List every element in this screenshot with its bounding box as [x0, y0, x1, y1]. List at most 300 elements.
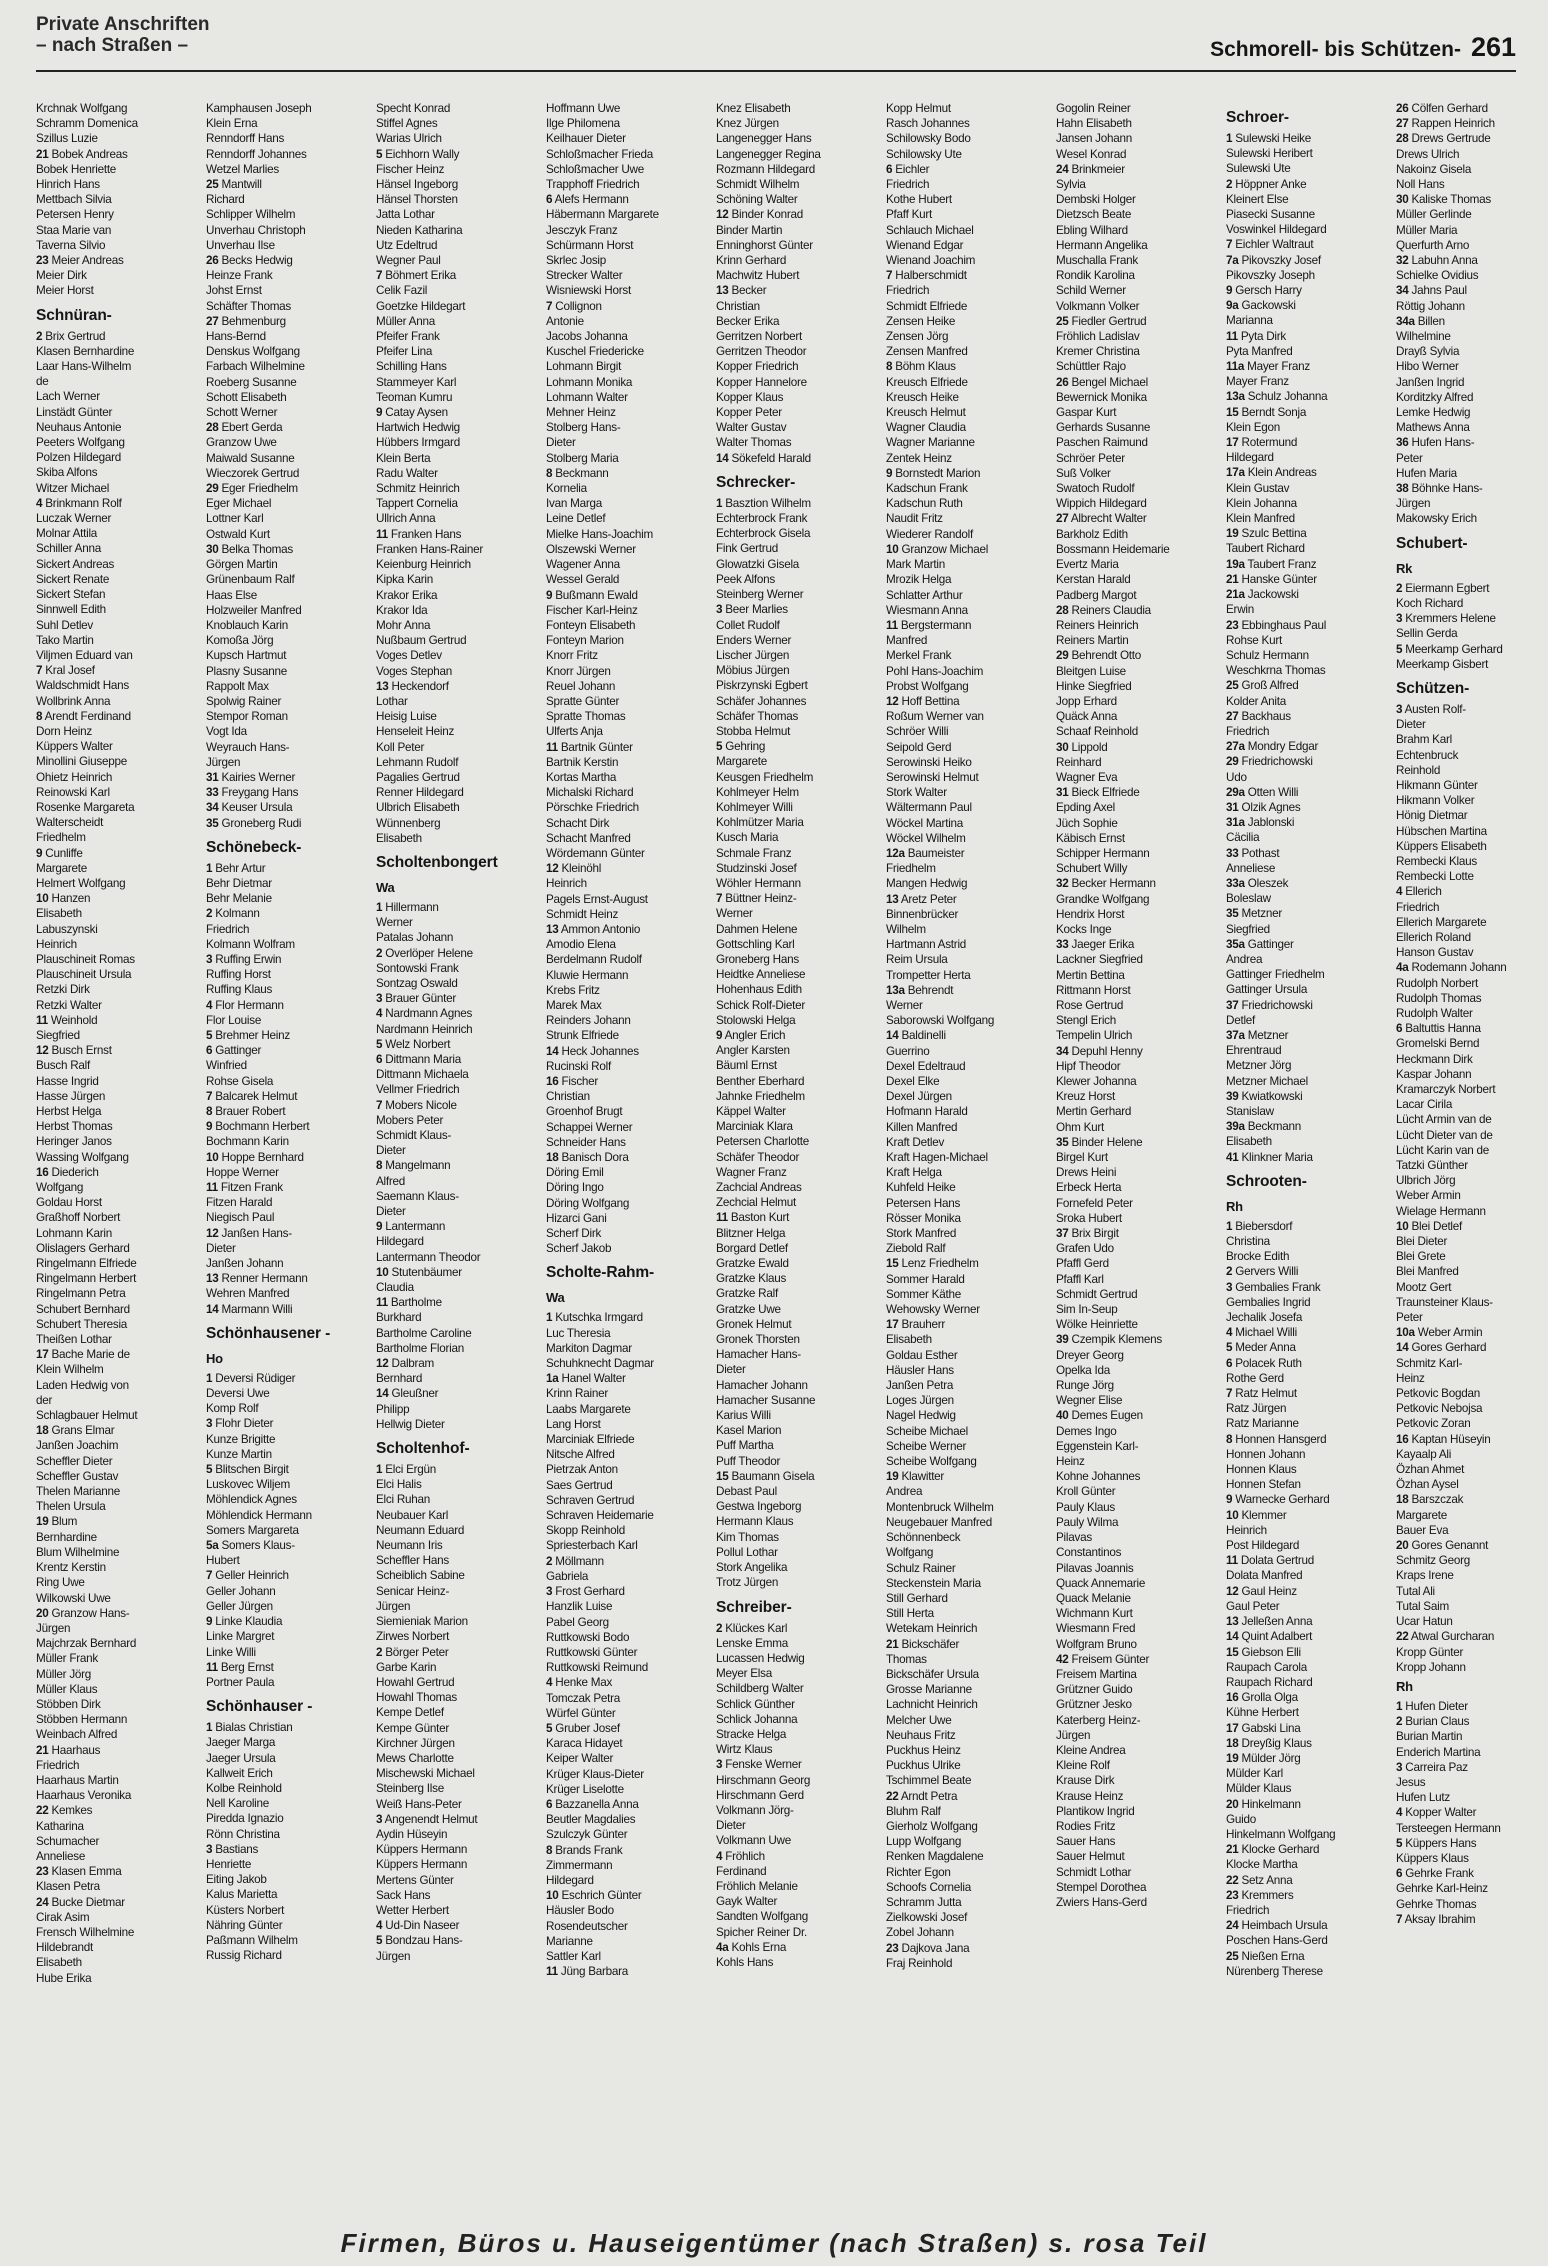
resident-entry: 19 Blum: [36, 1515, 78, 1529]
resident-entry: 19a Taubert Franz: [1226, 557, 1317, 571]
resident-entry: Reinders Johann: [546, 1014, 631, 1028]
resident-entry: Scherf Dirk: [546, 1227, 602, 1241]
house-number: 1a: [546, 1372, 559, 1386]
resident-entry: Kreusch Heike: [886, 390, 959, 404]
resident-entry: 2 Börger Peter: [376, 1645, 449, 1659]
resident-entry: Schramm Domenica: [36, 117, 138, 131]
resident-entry: 4 Ellerich: [1396, 885, 1442, 899]
resident-entry: Jaeger Ursula: [206, 1751, 276, 1765]
resident-entry: Zechcial Helmut: [716, 1196, 797, 1210]
house-number: 27: [1396, 117, 1409, 131]
resident-entry: Kipka Karin: [376, 573, 434, 587]
house-number: 23: [886, 1941, 899, 1955]
resident-entry: Schlick Günther: [716, 1697, 795, 1711]
resident-entry: Ferdinand: [716, 1864, 767, 1878]
resident-entry: Wolfgram Bruno: [1056, 1637, 1137, 1651]
resident-entry: Bernhard: [376, 1372, 423, 1386]
resident-entry: Piskrzynski Egbert: [716, 679, 808, 693]
resident-entry: Schloßmacher Frieda: [546, 147, 653, 161]
resident-entry: Jacobs Johanna: [546, 330, 628, 344]
resident-entry: 5 Brehmer Heinz: [206, 1028, 290, 1042]
house-number: 35: [1056, 1135, 1069, 1149]
resident-entry: Schacht Manfred: [546, 831, 631, 845]
resident-entry: 14 Gores Gerhard: [1396, 1341, 1487, 1355]
resident-entry: de: [36, 375, 49, 389]
resident-entry: Sattler Karl: [546, 1949, 601, 1963]
resident-entry: 22 Atwal Gurcharan: [1396, 1630, 1495, 1644]
resident-entry: Spratte Günter: [546, 694, 620, 708]
resident-entry: Müller Maria: [1396, 223, 1458, 237]
resident-entry: Wagner Claudia: [886, 421, 966, 435]
resident-entry: Tatzki Günther: [1396, 1159, 1468, 1172]
section-title-line2: – nach Straßen –: [36, 35, 189, 56]
house-number: 8: [546, 1843, 553, 1857]
resident-entry: 12 Dalbram: [376, 1357, 434, 1371]
resident-entry: Rösser Monika: [886, 1211, 961, 1225]
resident-entry: Katharina: [36, 1819, 84, 1833]
house-number: 3: [1396, 702, 1403, 716]
resident-entry: Kasel Marion: [716, 1424, 782, 1438]
resident-entry: Ringelmann Petra: [36, 1287, 126, 1301]
resident-entry: Scheibe Michael: [886, 1424, 969, 1438]
resident-entry: Kaspar Johann: [1396, 1067, 1472, 1081]
resident-entry: 2 Klückes Karl: [716, 1621, 788, 1635]
house-number: 9: [886, 466, 893, 480]
resident-entry: 2 Overlöper Helene: [376, 946, 473, 960]
resident-entry: Zachcial Andreas: [716, 1181, 802, 1195]
resident-entry: Ehrentraud: [1226, 1044, 1282, 1058]
resident-entry: Scheibe Werner: [886, 1439, 967, 1453]
house-number: 35: [206, 816, 219, 830]
resident-entry: Grafen Udo: [1056, 1242, 1114, 1256]
resident-entry: Jaeger Marga: [206, 1736, 276, 1750]
resident-entry: 10 Blei Detlef: [1396, 1219, 1463, 1233]
resident-entry: 28 Reiners Claudia: [1056, 603, 1151, 617]
resident-entry: Hasse Jürgen: [36, 1089, 106, 1103]
resident-entry: Neuhaus Antonie: [36, 420, 122, 434]
house-number: 11: [1226, 329, 1238, 343]
house-number: 3: [376, 992, 383, 1006]
resident-entry: 13 Renner Hermann: [206, 1272, 308, 1286]
resident-entry: 6 Gehrke Frank: [1396, 1867, 1474, 1881]
resident-entry: 31 Bieck Elfriede: [1056, 786, 1140, 800]
resident-entry: Nagel Hedwig: [886, 1409, 956, 1423]
resident-entry: Tutal Saim: [1396, 1599, 1449, 1613]
resident-entry: Hanson Gustav: [1396, 946, 1474, 960]
resident-entry: Klein Berta: [376, 451, 431, 465]
house-number: 25: [1226, 679, 1239, 693]
directory-column: [716, 101, 880, 2217]
resident-entry: Elci Ruhan: [376, 1493, 431, 1507]
resident-entry: Schubert Theresia: [36, 1317, 128, 1331]
resident-entry: Killen Manfred: [886, 1120, 958, 1134]
house-number: 6: [1396, 1022, 1403, 1036]
resident-entry: Hirschmann Georg: [716, 1773, 811, 1787]
resident-entry: Krakor Ida: [376, 603, 428, 617]
resident-entry: Bobek Henriette: [36, 162, 117, 176]
resident-entry: Sulewski Heribert: [1226, 147, 1313, 161]
resident-entry: Krüger Klaus-Dieter: [546, 1767, 644, 1781]
resident-entry: Müller Gerlinde: [1396, 208, 1472, 222]
resident-entry: Gogolin Reiner: [1056, 102, 1131, 115]
resident-entry: Wiesmann Anna: [886, 603, 968, 617]
resident-entry: Hönig Dietmar: [1396, 809, 1468, 823]
resident-entry: Klein Manfred: [1226, 512, 1295, 526]
resident-entry: Ruffing Horst: [206, 968, 271, 982]
resident-entry: Hans-Bernd: [206, 330, 266, 344]
resident-entry: Schildberg Walter: [716, 1682, 804, 1696]
resident-entry: Müller Anna: [376, 314, 435, 328]
house-number: 4: [376, 1007, 383, 1021]
resident-entry: Kempe Detlef: [376, 1706, 444, 1720]
resident-entry: Wetzel Marlies: [206, 162, 279, 176]
resident-entry: Heinrich: [546, 877, 587, 891]
resident-entry: 7 Büttner Heinz-: [716, 892, 797, 906]
resident-entry: Scheibe Wolfgang: [886, 1455, 977, 1469]
resident-entry: Rothe Gerd: [1226, 1371, 1284, 1385]
resident-entry: Pikovszky Joseph: [1226, 268, 1315, 282]
resident-entry: Wichmann Kurt: [1056, 1607, 1133, 1621]
resident-entry: Wagner Marianne: [886, 436, 975, 450]
resident-entry: Studzinski Josef: [716, 861, 797, 875]
house-number: 28: [1396, 132, 1409, 146]
resident-entry: 29 Friedrichowski: [1226, 755, 1313, 769]
resident-entry: Henseleit Heinz: [376, 725, 455, 739]
resident-entry: 13a Behrendt: [886, 983, 954, 997]
directory-column: [1226, 101, 1390, 2217]
resident-entry: Dexel Jürgen: [886, 1090, 952, 1104]
resident-entry: Maiwald Susanne: [206, 451, 295, 465]
resident-entry: Peeters Wolfgang: [36, 436, 125, 450]
house-number: 16: [1396, 1432, 1409, 1446]
resident-entry: Fitzen Harald: [206, 1196, 273, 1210]
resident-entry: Angler Karsten: [716, 1044, 790, 1058]
resident-entry: 16 Diederich: [36, 1165, 99, 1179]
resident-entry: 31 Kairies Werner: [206, 770, 296, 784]
resident-entry: Schloßmacher Uwe: [546, 162, 644, 176]
house-number: 22: [1226, 1873, 1239, 1887]
resident-entry: Hasse Ingrid: [36, 1074, 99, 1088]
resident-entry: Mertens Günter: [376, 1873, 454, 1887]
resident-entry: 22 Arndt Petra: [886, 1789, 958, 1803]
resident-entry: Lohmann Walter: [546, 390, 628, 404]
house-number: 17: [1226, 436, 1239, 450]
resident-entry: Dexel Edeltraud: [886, 1059, 966, 1073]
resident-entry: Bickschäfer Ursula: [886, 1667, 979, 1681]
resident-entry: Retzki Walter: [36, 998, 102, 1012]
resident-entry: 5 Meerkamp Gerhard: [1396, 642, 1503, 656]
resident-entry: Kohlmützer Maria: [716, 816, 804, 830]
house-number: 18: [1226, 1736, 1239, 1750]
street-heading: Scholtenbongert: [376, 853, 498, 871]
resident-entry: 11 Jüng Barbara: [546, 1965, 629, 1979]
resident-entry: Heinz: [1056, 1455, 1085, 1469]
house-number: 8: [36, 709, 43, 723]
resident-entry: Hermann Klaus: [716, 1515, 794, 1529]
resident-entry: Loges Jürgen: [886, 1394, 954, 1408]
resident-entry: 22 Kemkes: [36, 1804, 93, 1818]
resident-entry: Mertin Bettina: [1056, 968, 1125, 982]
resident-entry: 14 Sökefeld Harald: [716, 451, 811, 465]
house-number: 4: [36, 496, 43, 510]
resident-entry: Stengl Erich: [1056, 1014, 1117, 1028]
resident-entry: 12 Gaul Heinz: [1226, 1584, 1297, 1598]
resident-entry: 18 Grans Elmar: [36, 1424, 115, 1438]
resident-entry: Haas Else: [206, 588, 258, 602]
resident-entry: 27 Behmenburg: [206, 314, 286, 328]
resident-entry: Piasecki Susanne: [1226, 208, 1315, 222]
resident-entry: Ratz Marianne: [1226, 1417, 1299, 1431]
resident-entry: 13 Becker: [716, 284, 767, 298]
resident-entry: 32 Becker Hermann: [1056, 877, 1156, 891]
resident-entry: Klein Wilhelm: [36, 1363, 104, 1377]
resident-entry: 10 Eschrich Günter: [546, 1889, 642, 1903]
resident-entry: 4 Michael Willi: [1226, 1326, 1297, 1340]
resident-entry: Fink Gertrud: [716, 542, 778, 556]
resident-entry: Schlauch Michael: [886, 223, 974, 237]
resident-entry: Pilavas Joannis: [1056, 1561, 1134, 1575]
resident-entry: 30 Kaliske Thomas: [1396, 193, 1491, 207]
resident-entry: Majchrzak Bernhard: [36, 1637, 137, 1651]
resident-entry: 11 Dolata Gertrud: [1226, 1554, 1315, 1568]
resident-entry: Wehowsky Werner: [886, 1303, 980, 1317]
resident-entry: Jahnke Friedhelm: [716, 1089, 805, 1103]
range-title: [1210, 32, 1516, 63]
resident-entry: Marianne: [546, 1934, 593, 1948]
resident-entry: Meier Horst: [36, 284, 94, 298]
resident-entry: Dorn Heinz: [36, 724, 92, 738]
house-number: 7: [376, 1098, 383, 1112]
resident-entry: Dahmen Helene: [716, 922, 798, 936]
resident-entry: Langenegger Hans: [716, 132, 812, 146]
house-number: 39a: [1226, 1120, 1245, 1134]
house-number: 16: [546, 1075, 559, 1088]
resident-entry: Hoffmann Uwe: [546, 102, 621, 115]
resident-entry: Keusgen Friedhelm: [716, 770, 814, 784]
resident-entry: Andrea: [886, 1485, 923, 1499]
resident-entry: Kopper Klaus: [716, 390, 784, 404]
page-number: 261: [1470, 32, 1516, 62]
resident-entry: Mrozik Helga: [886, 573, 952, 587]
resident-entry: Schild Werner: [1056, 284, 1126, 298]
house-number: 17a: [1226, 466, 1245, 480]
resident-entry: Celik Fazil: [376, 284, 428, 298]
section-title: [36, 14, 210, 56]
resident-entry: 21 Klocke Gerhard: [1226, 1843, 1320, 1857]
house-number: 5: [716, 740, 723, 754]
resident-entry: Niegisch Paul: [206, 1211, 275, 1225]
resident-entry: 4 Nardmann Agnes: [376, 1007, 473, 1021]
resident-entry: Neugebauer Manfred: [886, 1515, 992, 1529]
resident-entry: Krchnak Wolfgang: [36, 102, 128, 115]
resident-entry: Christian: [716, 299, 760, 313]
house-number: 3: [206, 1842, 213, 1856]
house-number: 5: [376, 147, 383, 161]
resident-entry: Kolder Anita: [1226, 694, 1287, 708]
resident-entry: Laden Hedwig von: [36, 1378, 129, 1392]
resident-entry: Petersen Hans: [886, 1196, 961, 1210]
house-number: 11: [546, 740, 558, 754]
resident-entry: Trotz Jürgen: [716, 1576, 779, 1590]
street-heading: Schönhauser -: [206, 1698, 313, 1716]
resident-entry: Drews Ulrich: [1396, 147, 1460, 161]
house-number: 9: [546, 588, 553, 602]
resident-entry: Knez Jürgen: [716, 117, 779, 131]
house-number: 29a: [1226, 785, 1245, 799]
resident-entry: Behr Dietmar: [206, 876, 272, 890]
house-number: 11: [886, 618, 898, 632]
resident-entry: 23 Klasen Emma: [36, 1865, 122, 1879]
resident-entry: Metzner Michael: [1226, 1074, 1308, 1088]
resident-entry: Weschkrna Thomas: [1226, 664, 1326, 678]
resident-entry: 23 Ebbinghaus Paul: [1226, 618, 1327, 632]
resident-entry: Kupsch Hartmut: [206, 649, 287, 663]
resident-entry: 5a Somers Klaus-: [206, 1539, 295, 1553]
house-number: 11: [206, 1181, 218, 1195]
resident-entry: 11 Pyta Dirk: [1226, 329, 1287, 343]
resident-entry: 9 Bochmann Herbert: [206, 1120, 310, 1134]
resident-entry: 37a Metzner: [1226, 1028, 1289, 1042]
resident-entry: Portner Paula: [206, 1675, 275, 1689]
resident-entry: Lottner Karl: [206, 512, 264, 526]
resident-entry: Gerhards Susanne: [1056, 421, 1151, 435]
resident-entry: Margarete: [36, 861, 88, 875]
resident-entry: Montenbruck Wilhelm: [886, 1500, 994, 1514]
resident-entry: Bartnik Kerstin: [546, 755, 619, 769]
resident-entry: 29a Otten Willi: [1226, 785, 1299, 799]
resident-entry: Lohmann Birgit: [546, 360, 622, 374]
resident-entry: Voges Detlev: [376, 649, 442, 663]
resident-entry: Post Hildegard: [1226, 1539, 1300, 1553]
resident-entry: 42 Freisem Günter: [1056, 1652, 1150, 1666]
resident-entry: Reuel Johann: [546, 679, 616, 693]
resident-entry: Jechalik Josefa: [1226, 1311, 1303, 1325]
house-number: 5: [206, 1028, 213, 1042]
resident-entry: Korditzky Alfred: [1396, 390, 1474, 404]
resident-entry: 12 Kleinöhl: [546, 862, 602, 876]
resident-entry: 2 Kolmann: [206, 907, 260, 921]
resident-entry: 6 Dittmann Maria: [376, 1052, 462, 1066]
resident-entry: Quäck Anna: [1056, 710, 1118, 724]
house-number: 33a: [1226, 876, 1245, 890]
district-code: Ho: [206, 1350, 223, 1366]
resident-entry: Nieden Katharina: [376, 223, 463, 237]
resident-entry: Beutler Magdalies: [546, 1813, 636, 1827]
resident-entry: Kothe Hubert: [886, 193, 952, 207]
resident-entry: Kim Thomas: [716, 1530, 779, 1544]
house-number: 13: [376, 679, 389, 693]
resident-entry: Linke Willi: [206, 1645, 256, 1659]
resident-entry: Brahm Karl: [1396, 733, 1452, 747]
resident-entry: 6 Gattinger: [206, 1044, 262, 1058]
resident-entry: Constantinos: [1056, 1546, 1122, 1560]
resident-entry: Ucar Hatun: [1396, 1615, 1453, 1629]
resident-entry: Möhlendick Hermann: [206, 1508, 312, 1522]
resident-entry: Friedrich: [1226, 1903, 1270, 1917]
resident-entry: Lücht Dieter van de: [1396, 1128, 1493, 1142]
resident-entry: Renner Hildegard: [376, 786, 464, 800]
resident-entry: Rudolph Norbert: [1396, 976, 1479, 990]
resident-entry: Lupp Wolfgang: [886, 1835, 962, 1849]
resident-entry: Reinhard: [1056, 755, 1102, 769]
resident-entry: Hartmann Astrid: [886, 938, 967, 952]
resident-entry: Plasny Susanne: [206, 664, 287, 678]
resident-entry: Ivan Marga: [546, 497, 602, 511]
house-number: 23: [1226, 1888, 1239, 1902]
resident-entry: Hübbers Irmgard: [376, 436, 460, 450]
resident-entry: Keiper Walter: [546, 1752, 614, 1766]
house-number: 11: [1226, 1554, 1238, 1568]
house-number: 13: [716, 284, 729, 298]
resident-entry: Weinbach Alfred: [36, 1728, 118, 1742]
resident-entry: Gestwa Ingeborg: [716, 1500, 802, 1514]
resident-entry: Rose Gertrud: [1056, 998, 1124, 1012]
house-number: 34: [206, 801, 219, 815]
resident-entry: Theißen Lothar: [36, 1333, 112, 1347]
resident-entry: 9 Catay Aysen: [376, 406, 448, 420]
resident-entry: Paschen Raimund: [1056, 436, 1148, 450]
resident-entry: Rappolt Max: [206, 679, 269, 693]
resident-entry: Friedrich: [886, 178, 930, 192]
resident-entry: Kolmann Wolfram: [206, 937, 295, 951]
resident-entry: Johst Ernst: [206, 284, 262, 298]
resident-entry: Stammeyer Karl: [376, 375, 457, 389]
resident-entry: 6 Baltuttis Hanna: [1396, 1022, 1481, 1036]
resident-entry: Sandten Wolfgang: [716, 1910, 808, 1924]
resident-entry: Ohietz Heinrich: [36, 770, 113, 784]
resident-entry: Volkmann Uwe: [716, 1834, 791, 1848]
resident-entry: Kocks Inge: [1056, 922, 1112, 936]
house-number: 10: [36, 892, 49, 906]
resident-entry: Schielke Ovidius: [1396, 269, 1479, 283]
resident-entry: Knorr Fritz: [546, 649, 598, 663]
resident-entry: 24 Heimbach Ursula: [1226, 1919, 1328, 1933]
resident-entry: Farbach Wilhelmine: [206, 360, 305, 374]
resident-entry: Witzer Michael: [36, 481, 110, 495]
resident-entry: Denskus Wolfgang: [206, 345, 300, 359]
resident-entry: 11 Bergstermann: [886, 618, 972, 632]
house-number: 3: [1396, 1760, 1403, 1774]
resident-entry: Döring Wolfgang: [546, 1196, 630, 1210]
resident-entry: Plauschineit Romas: [36, 952, 135, 966]
resident-entry: Blei Grete: [1396, 1250, 1446, 1264]
resident-entry: Kornelia: [546, 482, 587, 496]
resident-entry: Volkmann Jörg-: [716, 1803, 794, 1817]
resident-entry: Hoppe Werner: [206, 1165, 279, 1179]
resident-entry: Sommer Harald: [886, 1272, 965, 1286]
house-number: 14: [1396, 1341, 1409, 1355]
house-number: 11: [206, 1660, 218, 1674]
resident-entry: Cirak Asim: [36, 1910, 90, 1924]
resident-entry: Nakoinz Gisela: [1396, 162, 1472, 176]
resident-entry: 25 Fiedler Gertrud: [1056, 314, 1147, 328]
resident-entry: Skopp Reinhold: [546, 1524, 626, 1538]
resident-entry: Heinz: [1396, 1371, 1425, 1385]
resident-entry: Bleitgen Luise: [1056, 664, 1126, 678]
house-number: 36: [1396, 436, 1409, 450]
resident-entry: Mews Charlotte: [376, 1751, 454, 1765]
resident-entry: 2 Gervers Willi: [1226, 1265, 1299, 1279]
resident-entry: Kalus Marietta: [206, 1888, 278, 1902]
resident-entry: Kopper Friedrich: [716, 360, 799, 374]
resident-entry: Raupach Carola: [1226, 1660, 1307, 1674]
resident-entry: Keienburg Heinrich: [376, 558, 471, 572]
resident-entry: Stempor Roman: [206, 710, 288, 724]
street-heading: Schönebeck-: [206, 838, 302, 856]
resident-entry: Dieter: [376, 1205, 406, 1219]
resident-entry: Deversi Uwe: [206, 1387, 270, 1401]
house-number: 11a: [1226, 360, 1245, 374]
